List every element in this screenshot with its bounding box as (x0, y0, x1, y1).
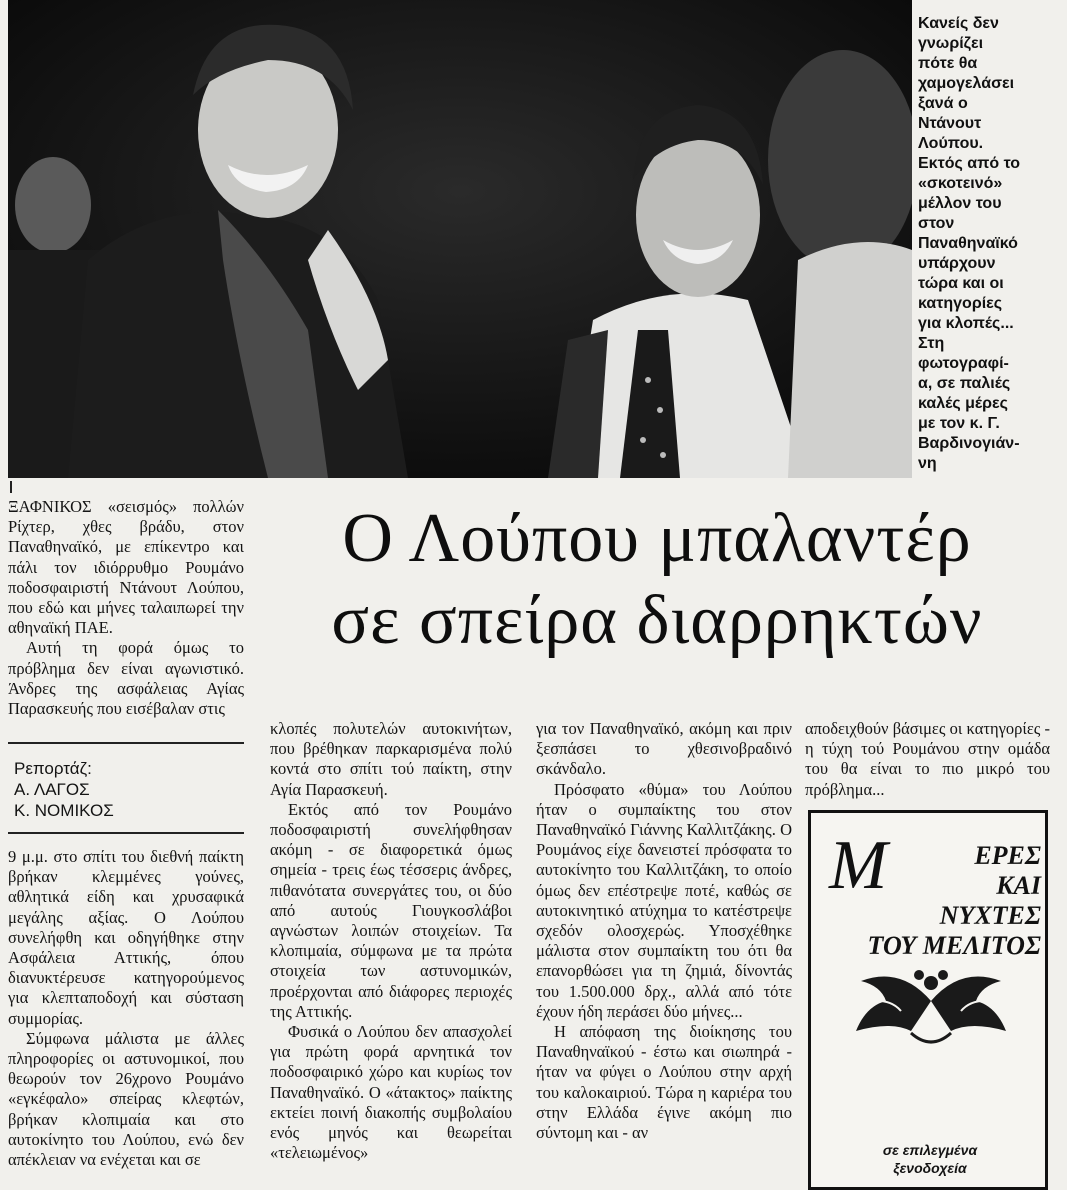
caption-line: για κλοπές... (918, 315, 1014, 332)
news-photo (8, 0, 912, 478)
paragraph: για τον Παναθηναϊκό, ακόμη και πριν ξεσπάσει το χθεσινοβραδινό σκάνδαλο. (536, 719, 792, 779)
birds-ornament-icon (841, 961, 1021, 1051)
paragraph: Σύμφωνα μάλιστα με άλλες πληροφορίες οι αστυνομικοί, που θεωρούν τον 26χρονο Ρουμάνο «εγκέφαλο» σπείρας κλεφτών, βρήκαν κλοπιμαία και στο αυτοκίνητο του Λούπου, ενώ δεν απέκλειαν να ενέχεται και σε (8, 1028, 244, 1170)
caption-line: ξανά ο (918, 95, 968, 112)
paragraph: Αυτή τη φορά όμως το πρόβλημα δεν είναι αγωνιστικό. Άνδρες της ασφάλειας Αγίας Παρασκευής που εισέβαλαν στις (8, 638, 244, 719)
byline-label: Ρεπορτάζ: (14, 759, 92, 778)
caption-line: φωτογραφί- (918, 355, 1009, 372)
caption-line: Κανείς δεν (918, 15, 999, 32)
paragraph: ΞΑΦΝΙΚΟΣ «σεισμός» πολλών Ρίχτερ, χθες βράδυ, στον Παναθηναϊκό, με επίκεντρο και πάλι τον ιδιόρρυθμο Ρουμάνο ποδοσφαιριστή Ντάνουτ Λούπου, που εδώ και μήνες ταλαιπωρεί την αθηναϊκή ΠΑΕ. (8, 497, 244, 638)
paragraph: Πρόσφατο «θύμα» του Λούπου ήταν ο συμπαίκτης του στον Παναθηναϊκό Γιάννης Καλλιτζάκης. Ο Ρουμάνος είχε δανειστεί πρόσφατα το αυτοκίνητο του Καλλιτζάκη, το οποίο όμως δεν επέστρεψε ποτέ, καθώς σε αυτοκινητικό ατύχημα το κατέστρεψε σχεδόν ολοσχερώς. Υποσχέθηκε μάλιστα στον συμπαίκτη του ότι θα επανορθώσει για τη ζημιά, δίνοντάς του 1.500.000 δρχ., αλλά από τότε έχουν ήδη περάσει δύο μήνες... (536, 779, 792, 1021)
caption-line: πότε θα (918, 55, 978, 72)
caption-line: α, σε παλιές (918, 375, 1011, 392)
caption-line: Εκτός από το (918, 155, 1021, 172)
article-headline (262, 498, 1052, 662)
article-column-3 (536, 719, 792, 1143)
ad-title-line: ΝΥΧΤΕΣ (939, 901, 1041, 930)
byline-author: Α. ΛΑΓΟΣ (14, 780, 90, 799)
ad-title-line: ΕΡΕΣ (974, 841, 1041, 870)
caption-line: με τον κ. Γ. (918, 415, 1000, 432)
caption-line: κατηγορίες (918, 295, 1003, 312)
headline-line: σε σπείρα διαρρηκτών (331, 582, 983, 659)
paragraph: Η απόφαση της διοίκησης του Παναθηναϊκού - έστω και σιωπηρά - ήταν να φύγει ο Λούπου στην αρχή του καλοκαιριού. Τώρα η καριέρα του στην Ελλάδα έγινε ακόμη πιο σύντομη και - αν (536, 1022, 792, 1143)
ad-title-line: ΚΑΙ (996, 871, 1041, 900)
advertisement-box[interactable] (808, 810, 1048, 1190)
caption-line: Βαρδινογιάν- (918, 435, 1020, 452)
caption-line: νη (918, 455, 937, 472)
ad-footer (815, 1141, 1045, 1177)
article-column-1-bottom (8, 847, 244, 1170)
ad-footer-line: σε επιλεγμένα (882, 1142, 978, 1158)
caption-line: στον (918, 215, 955, 232)
byline-box (8, 742, 244, 834)
caption-line: Παναθηναϊκό (918, 235, 1018, 252)
caption-line: Ντάνουτ (918, 115, 982, 132)
photo-caption (918, 14, 1058, 474)
caption-line: Λούπου. (918, 135, 984, 152)
ad-title (819, 841, 1041, 961)
caption-line: καλές μέρες (918, 395, 1008, 412)
ad-initial: Μ (829, 827, 888, 904)
paragraph: Εκτός από τον Ρουμάνο ποδοσφαιριστή συνελήφθησαν ακόμη - σε διαφορετικά όμως σημεία - τρεις έως τέσσερις άνδρες, πιθανότατα συνεργάτες του, οι δύο από αυτούς Γιουγκοσλάβοι αγνώστων λοιπών στοιχείων. Τα κλοπιμαία, σύμφωνα με τα πρώτα στοιχεία των αστυνομικών, προέρχονται από διάφορες περιοχές της Αττικής. (270, 799, 512, 1021)
article-column-4 (805, 719, 1050, 800)
caption-line: Στη (918, 335, 945, 352)
paragraph: Φυσικά ο Λούπου δεν απασχολεί για πρώτη φορά αρνητικά τον ποδοσφαιρικό χώρο και κυρίως τον Παναθηναϊκό. Ο «άτακτος» παίκτης εκτείει ποινή διακοπής συμβολαίου ενός μηνός και θεωρείται «τελειωμένος» (270, 1022, 512, 1163)
caption-line: υπάρχουν (918, 255, 996, 272)
caption-line: χαμογελάσει (918, 75, 1015, 92)
column-marker (10, 481, 12, 493)
headline-line: Ο Λούπου μπαλαντέρ (342, 500, 972, 577)
article-column-2 (270, 719, 512, 1163)
byline-author: Κ. ΝΟΜΙΚΟΣ (14, 801, 114, 820)
ad-footer-line: ξενοδοχεία (893, 1160, 967, 1176)
caption-line: μέλλον του (918, 195, 1002, 212)
photo-illustration (8, 0, 912, 478)
article-column-1-top (8, 497, 244, 719)
caption-line: τώρα και οι (918, 275, 1004, 292)
paragraph: κλοπές πολυτελών αυτοκινήτων, που βρέθηκαν παρκαρισμένα πολύ κοντά στο σπίτι τού παίκτη, στην Αγία Παρασκευή. (270, 719, 512, 799)
caption-line: «σκοτεινό» (918, 175, 1003, 192)
paragraph: 9 μ.μ. στο σπίτι του διεθνή παίκτη βρήκαν κλεμμένες γούνες, αθλητικά είδη και χρυσαφικά μεγάλης αξίας. Ο Λούπου συνελήφθη και οδηγήθηκε στην Ασφάλεια Αττικής, όπου διανυκτέρευσε κατηγορούμενος για κλεπταποδοχή και σύσταση συμμορίας. (8, 847, 244, 1028)
paragraph: αποδειχθούν βάσιμες οι κατηγορίες - η τύχη τού Ρουμάνου στην ομάδα του θα είναι το πιο μικρό του πρόβλημα... (805, 719, 1050, 799)
caption-line: γνωρίζει (918, 35, 984, 52)
ad-title-line: ΤΟΥ ΜΕΛΙΤΟΣ (867, 931, 1041, 960)
